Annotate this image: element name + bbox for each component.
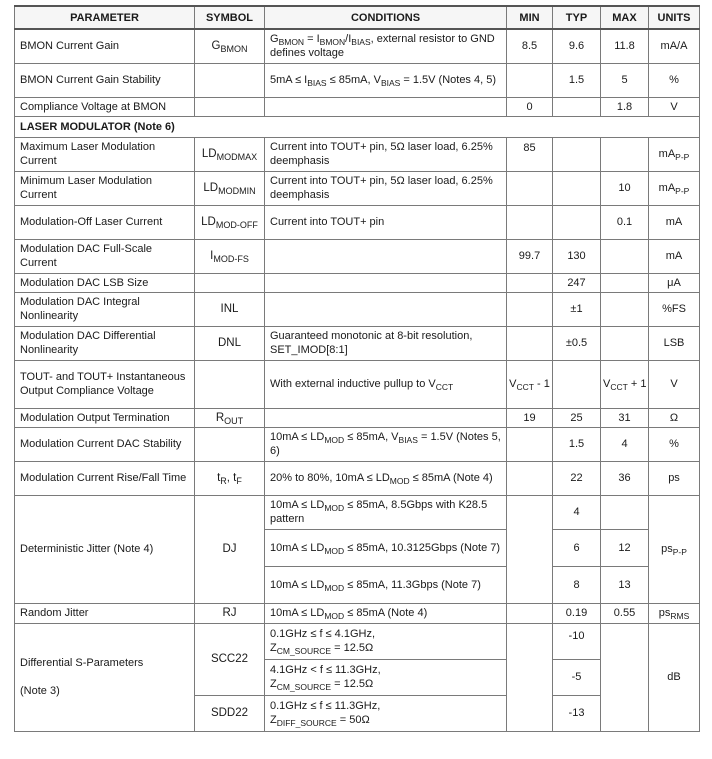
header-units: UNITS bbox=[649, 6, 700, 29]
typ-cell bbox=[553, 205, 601, 239]
conditions-cell: Guaranteed monotonic at 8-bit resolution, SET_IMOD[8:1] bbox=[265, 326, 507, 360]
param-cell: Compliance Voltage at BMON bbox=[15, 97, 195, 116]
units-cell: $ps_{RMS}$ bbox=[649, 603, 700, 623]
conditions-cell: Current into TOUT+ pin, 5Ω laser load, 6.25% deemphasis bbox=[265, 171, 507, 205]
param-cell: BMON Current Gain Stability bbox=[15, 63, 195, 97]
table-row bbox=[15, 273, 700, 292]
symbol-cell: $LD_{MODMAX}$ bbox=[195, 137, 265, 171]
sparam-title: Differential S-Parameters bbox=[20, 657, 144, 669]
max-cell: 1.8 bbox=[601, 97, 649, 116]
sparam-note: (Note 3) bbox=[20, 685, 60, 697]
units-cell: %FS bbox=[649, 292, 700, 326]
typ-cell bbox=[553, 171, 601, 205]
section-title: LASER MODULATOR (Note 6) bbox=[15, 116, 700, 137]
header-conditions: CONDITIONS bbox=[265, 6, 507, 29]
table-row bbox=[15, 326, 700, 360]
table-row bbox=[15, 137, 700, 171]
min-cell: 99.7 bbox=[507, 239, 553, 273]
units-cell: dB bbox=[649, 623, 700, 731]
param-cell: Modulation-Off Laser Current bbox=[15, 205, 195, 239]
table-row bbox=[15, 205, 700, 239]
symbol-cell: DNL bbox=[195, 326, 265, 360]
symbol-cell: RJ bbox=[195, 603, 265, 623]
min-cell: 19 bbox=[507, 408, 553, 427]
table-header-row bbox=[15, 6, 700, 29]
conditions-cell: $10mA \le LD_{MOD} \le 85mA$, 8.5Gbps with K28.5 pattern bbox=[265, 495, 507, 529]
symbol-cell bbox=[195, 63, 265, 97]
typ-cell: 6 bbox=[553, 529, 601, 566]
max-cell: 0.1 bbox=[601, 205, 649, 239]
max-cell bbox=[601, 292, 649, 326]
conditions-cell: With external inductive pullup to $V_{CCT}$ bbox=[265, 360, 507, 408]
typ-cell: 1.5 bbox=[553, 427, 601, 461]
typ-cell bbox=[553, 137, 601, 171]
max-cell: 0.55 bbox=[601, 603, 649, 623]
table-row bbox=[15, 427, 700, 461]
typ-cell: 4 bbox=[553, 495, 601, 529]
typ-cell: 130 bbox=[553, 239, 601, 273]
max-cell bbox=[601, 273, 649, 292]
section-row bbox=[15, 116, 700, 137]
symbol-cell: $I_{MOD-FS}$ bbox=[195, 239, 265, 273]
param-cell: Modulation DAC LSB Size bbox=[15, 273, 195, 292]
header-min: MIN bbox=[507, 6, 553, 29]
symbol-cell: $R_{OUT}$ bbox=[195, 408, 265, 427]
conditions-cell: $10mA \le LD_{MOD} \le 85mA$ (Note 4) bbox=[265, 603, 507, 623]
units-cell: V bbox=[649, 97, 700, 116]
min-cell bbox=[507, 171, 553, 205]
min-cell: 0 bbox=[507, 97, 553, 116]
max-cell: 10 bbox=[601, 171, 649, 205]
conditions-cell: Current into TOUT+ pin bbox=[265, 205, 507, 239]
symbol-cell: $t_R$, $t_F$ bbox=[195, 461, 265, 495]
symbol-cell: $LD_{MODMIN}$ bbox=[195, 171, 265, 205]
symbol-cell bbox=[195, 427, 265, 461]
param-cell: Modulation Current Rise/Fall Time bbox=[15, 461, 195, 495]
typ-cell: -5 bbox=[553, 659, 601, 695]
table-row bbox=[15, 623, 700, 659]
table-row bbox=[15, 461, 700, 495]
max-cell: 36 bbox=[601, 461, 649, 495]
symbol-cell bbox=[195, 360, 265, 408]
conditions-cell bbox=[265, 239, 507, 273]
typ-cell: 247 bbox=[553, 273, 601, 292]
header-typ: TYP bbox=[553, 6, 601, 29]
conditions-cell: 4.1GHz < f ≤ 11.3GHz, $Z_{CM\_SOURCE} = 12.5\Omega$ bbox=[265, 659, 507, 695]
max-cell: 31 bbox=[601, 408, 649, 427]
typ-cell: 22 bbox=[553, 461, 601, 495]
typ-cell: ±0.5 bbox=[553, 326, 601, 360]
param-cell: Modulation Current DAC Stability bbox=[15, 427, 195, 461]
units-cell: LSB bbox=[649, 326, 700, 360]
conditions-cell bbox=[265, 292, 507, 326]
param-cell: Deterministic Jitter (Note 4) bbox=[15, 495, 195, 603]
units-cell: $mA_{P-P}$ bbox=[649, 137, 700, 171]
table-row bbox=[15, 239, 700, 273]
typ-cell: 25 bbox=[553, 408, 601, 427]
units-cell: $ps_{P-P}$ bbox=[649, 495, 700, 603]
conditions-cell bbox=[265, 273, 507, 292]
units-cell: ps bbox=[649, 461, 700, 495]
min-cell: 8.5 bbox=[507, 29, 553, 63]
conditions-cell bbox=[265, 97, 507, 116]
header-parameter: PARAMETER bbox=[15, 6, 195, 29]
min-cell bbox=[507, 461, 553, 495]
max-cell bbox=[601, 239, 649, 273]
units-cell: V bbox=[649, 360, 700, 408]
min-cell bbox=[507, 205, 553, 239]
units-cell: $mA_{P-P}$ bbox=[649, 171, 700, 205]
symbol-cell: SDD22 bbox=[195, 695, 265, 731]
table-row bbox=[15, 360, 700, 408]
param-cell bbox=[15, 623, 195, 731]
conditions-cell: 0.1GHz ≤ f ≤ 4.1GHz, $Z_{CM\_SOURCE} = 12.5\Omega$ bbox=[265, 623, 507, 659]
min-cell bbox=[507, 292, 553, 326]
typ-cell: -10 bbox=[553, 623, 601, 659]
min-cell bbox=[507, 326, 553, 360]
min-cell: 85 bbox=[507, 137, 553, 171]
param-cell: Modulation DAC Differential Nonlinearity bbox=[15, 326, 195, 360]
conditions-cell: $10mA \le LD_{MOD} \le 85mA$, $V_{BIAS} = 1.5V$ (Notes 5, 6) bbox=[265, 427, 507, 461]
conditions-cell: $10mA \le LD_{MOD} \le 85mA$, 10.3125Gbps (Note 7) bbox=[265, 529, 507, 566]
table-row bbox=[15, 171, 700, 205]
max-cell bbox=[601, 495, 649, 529]
table-row bbox=[15, 408, 700, 427]
param-cell: Maximum Laser Modulation Current bbox=[15, 137, 195, 171]
conditions-cell: 0.1GHz ≤ f ≤ 11.3GHz, $Z_{DIFF\_SOURCE} = 50\Omega$ bbox=[265, 695, 507, 731]
max-cell: 11.8 bbox=[601, 29, 649, 63]
conditions-cell: $10mA \le LD_{MOD} \le 85mA$, 11.3Gbps (Note 7) bbox=[265, 566, 507, 603]
electrical-characteristics-table bbox=[14, 5, 700, 732]
symbol-cell: SCC22 bbox=[195, 623, 265, 695]
conditions-cell: Current into TOUT+ pin, 5Ω laser load, 6.25% deemphasis bbox=[265, 137, 507, 171]
min-cell bbox=[507, 427, 553, 461]
symbol-cell: $G_{BMON}$ bbox=[195, 29, 265, 63]
units-cell: % bbox=[649, 427, 700, 461]
conditions-cell: $G_{BMON} = I_{BMON}/I_{BIAS}$, external resistor to GND defines voltage bbox=[265, 29, 507, 63]
units-cell: Ω bbox=[649, 408, 700, 427]
param-cell: BMON Current Gain bbox=[15, 29, 195, 63]
symbol-cell: INL bbox=[195, 292, 265, 326]
table-row bbox=[15, 603, 700, 623]
param-cell: Modulation DAC Integral Nonlinearity bbox=[15, 292, 195, 326]
param-cell: TOUT- and TOUT+ Instantaneous Output Compliance Voltage bbox=[15, 360, 195, 408]
typ-cell: 0.19 bbox=[553, 603, 601, 623]
units-cell: μA bbox=[649, 273, 700, 292]
table-row bbox=[15, 97, 700, 116]
table-row bbox=[15, 292, 700, 326]
min-cell bbox=[507, 63, 553, 97]
min-cell bbox=[507, 273, 553, 292]
max-cell: $V_{CCT} + 1$ bbox=[601, 360, 649, 408]
units-cell: mA/A bbox=[649, 29, 700, 63]
units-cell: % bbox=[649, 63, 700, 97]
min-cell bbox=[507, 495, 553, 603]
header-max: MAX bbox=[601, 6, 649, 29]
max-cell: 5 bbox=[601, 63, 649, 97]
typ-cell: ±1 bbox=[553, 292, 601, 326]
conditions-cell bbox=[265, 408, 507, 427]
table-row bbox=[15, 29, 700, 63]
table-row bbox=[15, 495, 700, 529]
table-row bbox=[15, 63, 700, 97]
param-cell: Random Jitter bbox=[15, 603, 195, 623]
min-cell bbox=[507, 623, 553, 731]
units-cell: mA bbox=[649, 205, 700, 239]
header-symbol: SYMBOL bbox=[195, 6, 265, 29]
max-cell bbox=[601, 623, 649, 731]
conditions-cell: $5mA \le I_{BIAS} \le 85mA$, $V_{BIAS} = 1.5V$ (Notes 4, 5) bbox=[265, 63, 507, 97]
min-cell: $V_{CCT} - 1$ bbox=[507, 360, 553, 408]
typ-cell: 1.5 bbox=[553, 63, 601, 97]
typ-cell: -13 bbox=[553, 695, 601, 731]
param-cell: Modulation Output Termination bbox=[15, 408, 195, 427]
symbol-cell: DJ bbox=[195, 495, 265, 603]
symbol-cell: $LD_{MOD-OFF}$ bbox=[195, 205, 265, 239]
max-cell bbox=[601, 137, 649, 171]
max-cell: 12 bbox=[601, 529, 649, 566]
max-cell: 13 bbox=[601, 566, 649, 603]
min-cell bbox=[507, 603, 553, 623]
max-cell: 4 bbox=[601, 427, 649, 461]
param-cell: Minimum Laser Modulation Current bbox=[15, 171, 195, 205]
param-cell: Modulation DAC Full-Scale Current bbox=[15, 239, 195, 273]
typ-cell bbox=[553, 97, 601, 116]
symbol-cell bbox=[195, 97, 265, 116]
typ-cell bbox=[553, 360, 601, 408]
units-cell: mA bbox=[649, 239, 700, 273]
symbol-cell bbox=[195, 273, 265, 292]
max-cell bbox=[601, 326, 649, 360]
conditions-cell: 20% to 80%, $10mA \le LD_{MOD} \le 85mA$ (Note 4) bbox=[265, 461, 507, 495]
typ-cell: 8 bbox=[553, 566, 601, 603]
typ-cell: 9.6 bbox=[553, 29, 601, 63]
